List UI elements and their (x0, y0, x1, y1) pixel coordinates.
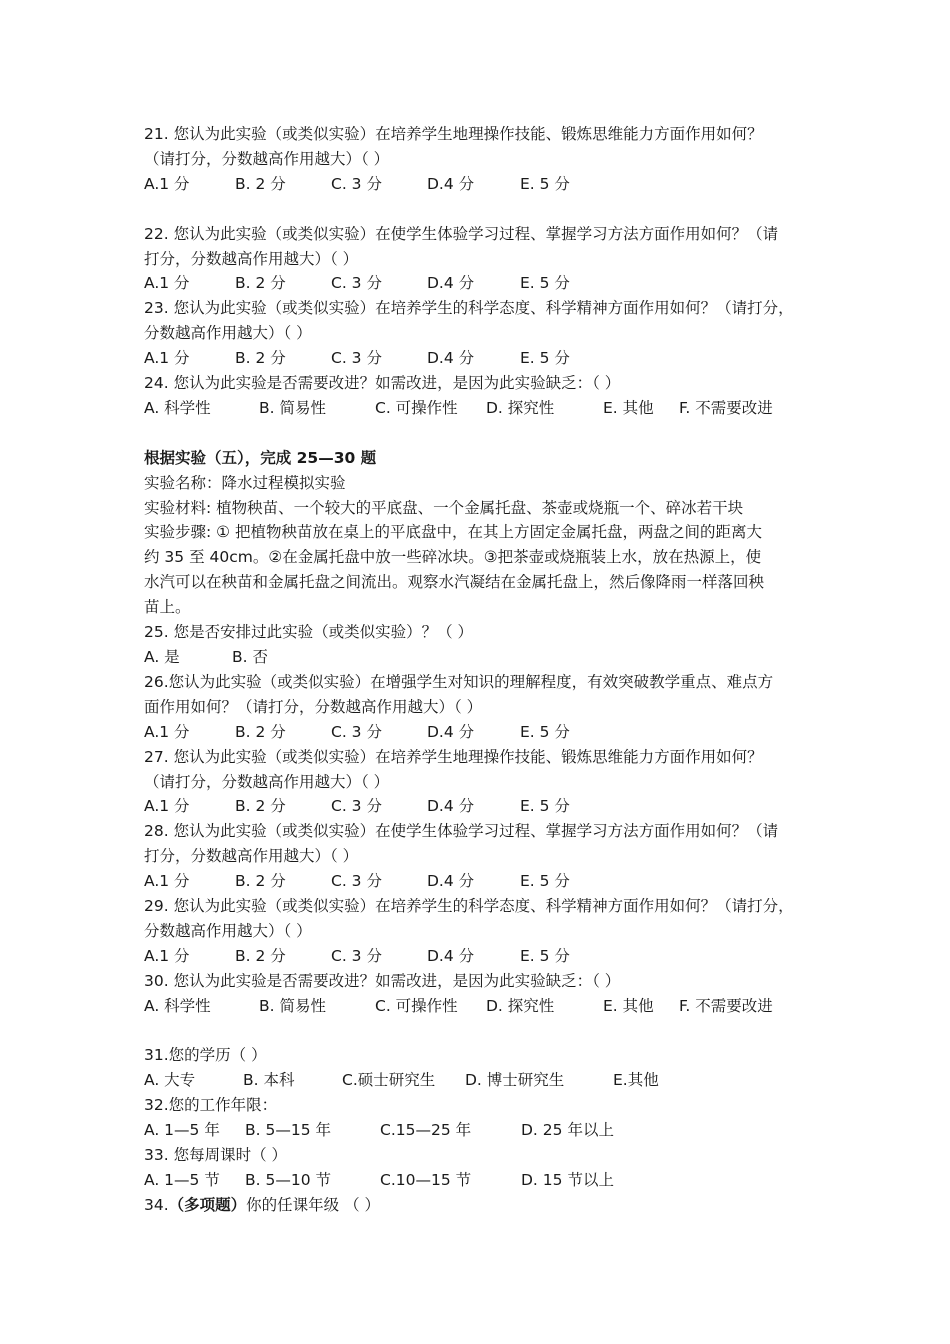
option-c: C.15—25 年 (380, 1121, 472, 1140)
option-c: C. 3 分 (331, 797, 382, 816)
experiment-steps-line-1: 实验步骤: ① 把植物秧苗放在桌上的平底盘中，在其上方固定金属托盘，两盘之间的距离大 (144, 523, 762, 542)
option-d: D.4 分 (427, 946, 475, 965)
option-a: A. 是 (144, 648, 180, 666)
spacer (144, 197, 824, 222)
option-d: D.4 分 (427, 722, 475, 741)
option-a: A.1 分 (144, 872, 190, 891)
option-f: F. 不需要改进 (679, 398, 773, 417)
option-b: B. 2 分 (235, 722, 286, 741)
question-28-options (144, 869, 824, 894)
question-32-line-1: 32.您的工作年限： (144, 1096, 278, 1115)
question-24-options (144, 396, 824, 421)
option-b: B. 2 分 (235, 872, 286, 891)
option-b: B. 2 分 (235, 174, 286, 193)
question-27-line-2: （请打分，分数越高作用越大）（ ） (144, 772, 390, 791)
question-34-text: 你的任课年级 （ ） (246, 1195, 381, 1214)
option-b: B. 2 分 (235, 274, 286, 293)
question-23-options (144, 346, 824, 371)
option-c: C. 3 分 (331, 274, 382, 293)
question-31-options (144, 1068, 824, 1093)
option-a: A.1 分 (144, 174, 190, 193)
option-a: A.1 分 (144, 349, 190, 368)
question-27-options (144, 794, 824, 819)
question-30-line-1: 30. 您认为此实验是否需要改进？如需改进，是因为此实验缺乏：（ ） (144, 971, 621, 990)
option-c: C. 3 分 (331, 174, 382, 193)
option-a: A. 大专 (144, 1071, 196, 1090)
question-29-line-2: 分数越高作用越大）（ ） (144, 921, 312, 940)
question-21-options (144, 172, 824, 197)
option-c: C. 可操作性 (375, 996, 458, 1015)
question-29-line-1: 29. 您认为此实验（或类似实验）在培养学生的科学态度、科学精神方面作用如何？（请打分， (144, 897, 794, 916)
option-b: B. 否 (232, 648, 268, 666)
option-e: E. 5 分 (520, 174, 570, 193)
question-26-line-2: 面作用如何？（请打分，分数越高作用越大）（ ） (144, 697, 483, 716)
multiple-choice-tag: （多项题） (168, 1195, 247, 1214)
option-a: A.1 分 (144, 797, 190, 816)
option-e: E. 5 分 (520, 274, 570, 293)
option-d: D.4 分 (427, 349, 475, 368)
question-26-options (144, 720, 824, 745)
option-a: A. 1—5 年 (144, 1121, 220, 1140)
option-d: D.4 分 (427, 797, 475, 816)
experiment-materials: 实验材料: 植物秧苗、一个较大的平底盘、一个金属托盘、茶壶或烧瓶一个、碎冰若干块 (144, 498, 744, 517)
option-c: C.10—15 节 (380, 1171, 472, 1190)
experiment-name: 实验名称：降水过程模拟实验 (144, 473, 346, 492)
question-34-line-1 (144, 1193, 824, 1218)
option-c: C. 3 分 (331, 349, 382, 368)
option-b: B. 本科 (243, 1071, 295, 1090)
spacer (144, 1019, 824, 1044)
option-c: C.硕士研究生 (342, 1071, 436, 1090)
option-f: F. 不需要改进 (679, 996, 773, 1015)
question-29-options (144, 944, 824, 969)
option-d: D.4 分 (427, 174, 475, 193)
question-32-options (144, 1118, 824, 1143)
question-23-line-2: 分数越高作用越大）（ ） (144, 324, 312, 343)
option-c: C. 3 分 (331, 946, 382, 965)
option-b: B. 简易性 (259, 996, 326, 1015)
option-d: D. 博士研究生 (465, 1071, 565, 1090)
option-a: A.1 分 (144, 722, 190, 741)
option-d: D. 探究性 (486, 398, 555, 417)
option-a: A. 1—5 节 (144, 1171, 220, 1190)
option-d: D.4 分 (427, 274, 475, 293)
experiment-steps-line-3: 水汽可以在秧苗和金属托盘之间流出。观察水汽凝结在金属托盘上，然后像降雨一样落回秧 (144, 573, 765, 592)
question-22-line-1: 22. 您认为此实验（或类似实验）在使学生体验学习过程、掌握学习方法方面作用如何？（请 (144, 224, 779, 243)
option-b: B. 2 分 (235, 349, 286, 368)
option-e: E. 5 分 (520, 349, 570, 368)
question-21-line-2: （请打分，分数越高作用越大）（ ） (144, 149, 390, 168)
question-28-line-2: 打分，分数越高作用越大）（ ） (144, 847, 359, 866)
option-e: E. 5 分 (520, 946, 570, 965)
option-a: A.1 分 (144, 946, 190, 965)
option-a: A.1 分 (144, 274, 190, 293)
question-31-line-1: 31.您的学历（ ） (144, 1046, 267, 1065)
experiment-steps-line-2: 约 35 至 40cm。②在金属托盘中放一些碎冰块。③把茶壶或烧瓶装上水，放在热源上，使 (144, 548, 762, 567)
question-21-line-1: 21. 您认为此实验（或类似实验）在培养学生地理操作技能、锻炼思维能力方面作用如何？ (144, 125, 763, 143)
question-34-number: 34. (144, 1195, 169, 1214)
option-b: B. 5—10 节 (245, 1171, 331, 1190)
option-b: B. 简易性 (259, 398, 326, 417)
option-b: B. 5—15 年 (245, 1121, 331, 1140)
option-c: C. 可操作性 (375, 398, 458, 417)
question-33-line-1: 33. 您每周课时（ ） (144, 1146, 288, 1165)
option-e: E. 5 分 (520, 797, 570, 816)
question-25-options (144, 645, 824, 670)
option-e: E. 其他 (603, 996, 654, 1015)
spacer (144, 421, 824, 446)
option-c: C. 3 分 (331, 722, 382, 741)
question-22-options (144, 271, 824, 296)
option-a: A. 科学性 (144, 996, 211, 1015)
option-d: D.4 分 (427, 872, 475, 891)
option-d: D. 探究性 (486, 996, 555, 1015)
question-26-line-1: 26.您认为此实验（或类似实验）在增强学生对知识的理解程度，有效突破教学重点、难点方 (144, 672, 774, 691)
option-a: A. 科学性 (144, 398, 211, 417)
option-e: E. 其他 (603, 398, 654, 417)
question-24-line-1: 24. 您认为此实验是否需要改进？如需改进，是因为此实验缺乏：（ ） (144, 374, 621, 393)
option-e: E.其他 (613, 1071, 659, 1090)
option-b: B. 2 分 (235, 946, 286, 965)
question-22-line-2: 打分，分数越高作用越大）（ ） (144, 249, 359, 268)
question-30-options (144, 994, 824, 1019)
section-heading: 根据实验（五），完成 25—30 题 (144, 448, 377, 467)
question-28-line-1: 28. 您认为此实验（或类似实验）在使学生体验学习过程、掌握学习方法方面作用如何？（请 (144, 822, 779, 841)
question-23-line-1: 23. 您认为此实验（或类似实验）在培养学生的科学态度、科学精神方面作用如何？（请打分， (144, 299, 794, 318)
question-27-line-1: 27. 您认为此实验（或类似实验）在培养学生地理操作技能、锻炼思维能力方面作用如何？ (144, 747, 763, 766)
questionnaire-body (144, 122, 824, 1218)
option-b: B. 2 分 (235, 797, 286, 816)
experiment-steps-line-4: 苗上。 (144, 598, 191, 617)
option-e: E. 5 分 (520, 722, 570, 741)
option-d: D. 15 节以上 (521, 1171, 614, 1190)
option-e: E. 5 分 (520, 872, 570, 891)
question-33-options (144, 1168, 824, 1193)
option-c: C. 3 分 (331, 872, 382, 891)
option-d: D. 25 年以上 (521, 1121, 614, 1140)
question-25-line-1: 25. 您是否安排过此实验（或类似实验）？（ ） (144, 623, 474, 642)
